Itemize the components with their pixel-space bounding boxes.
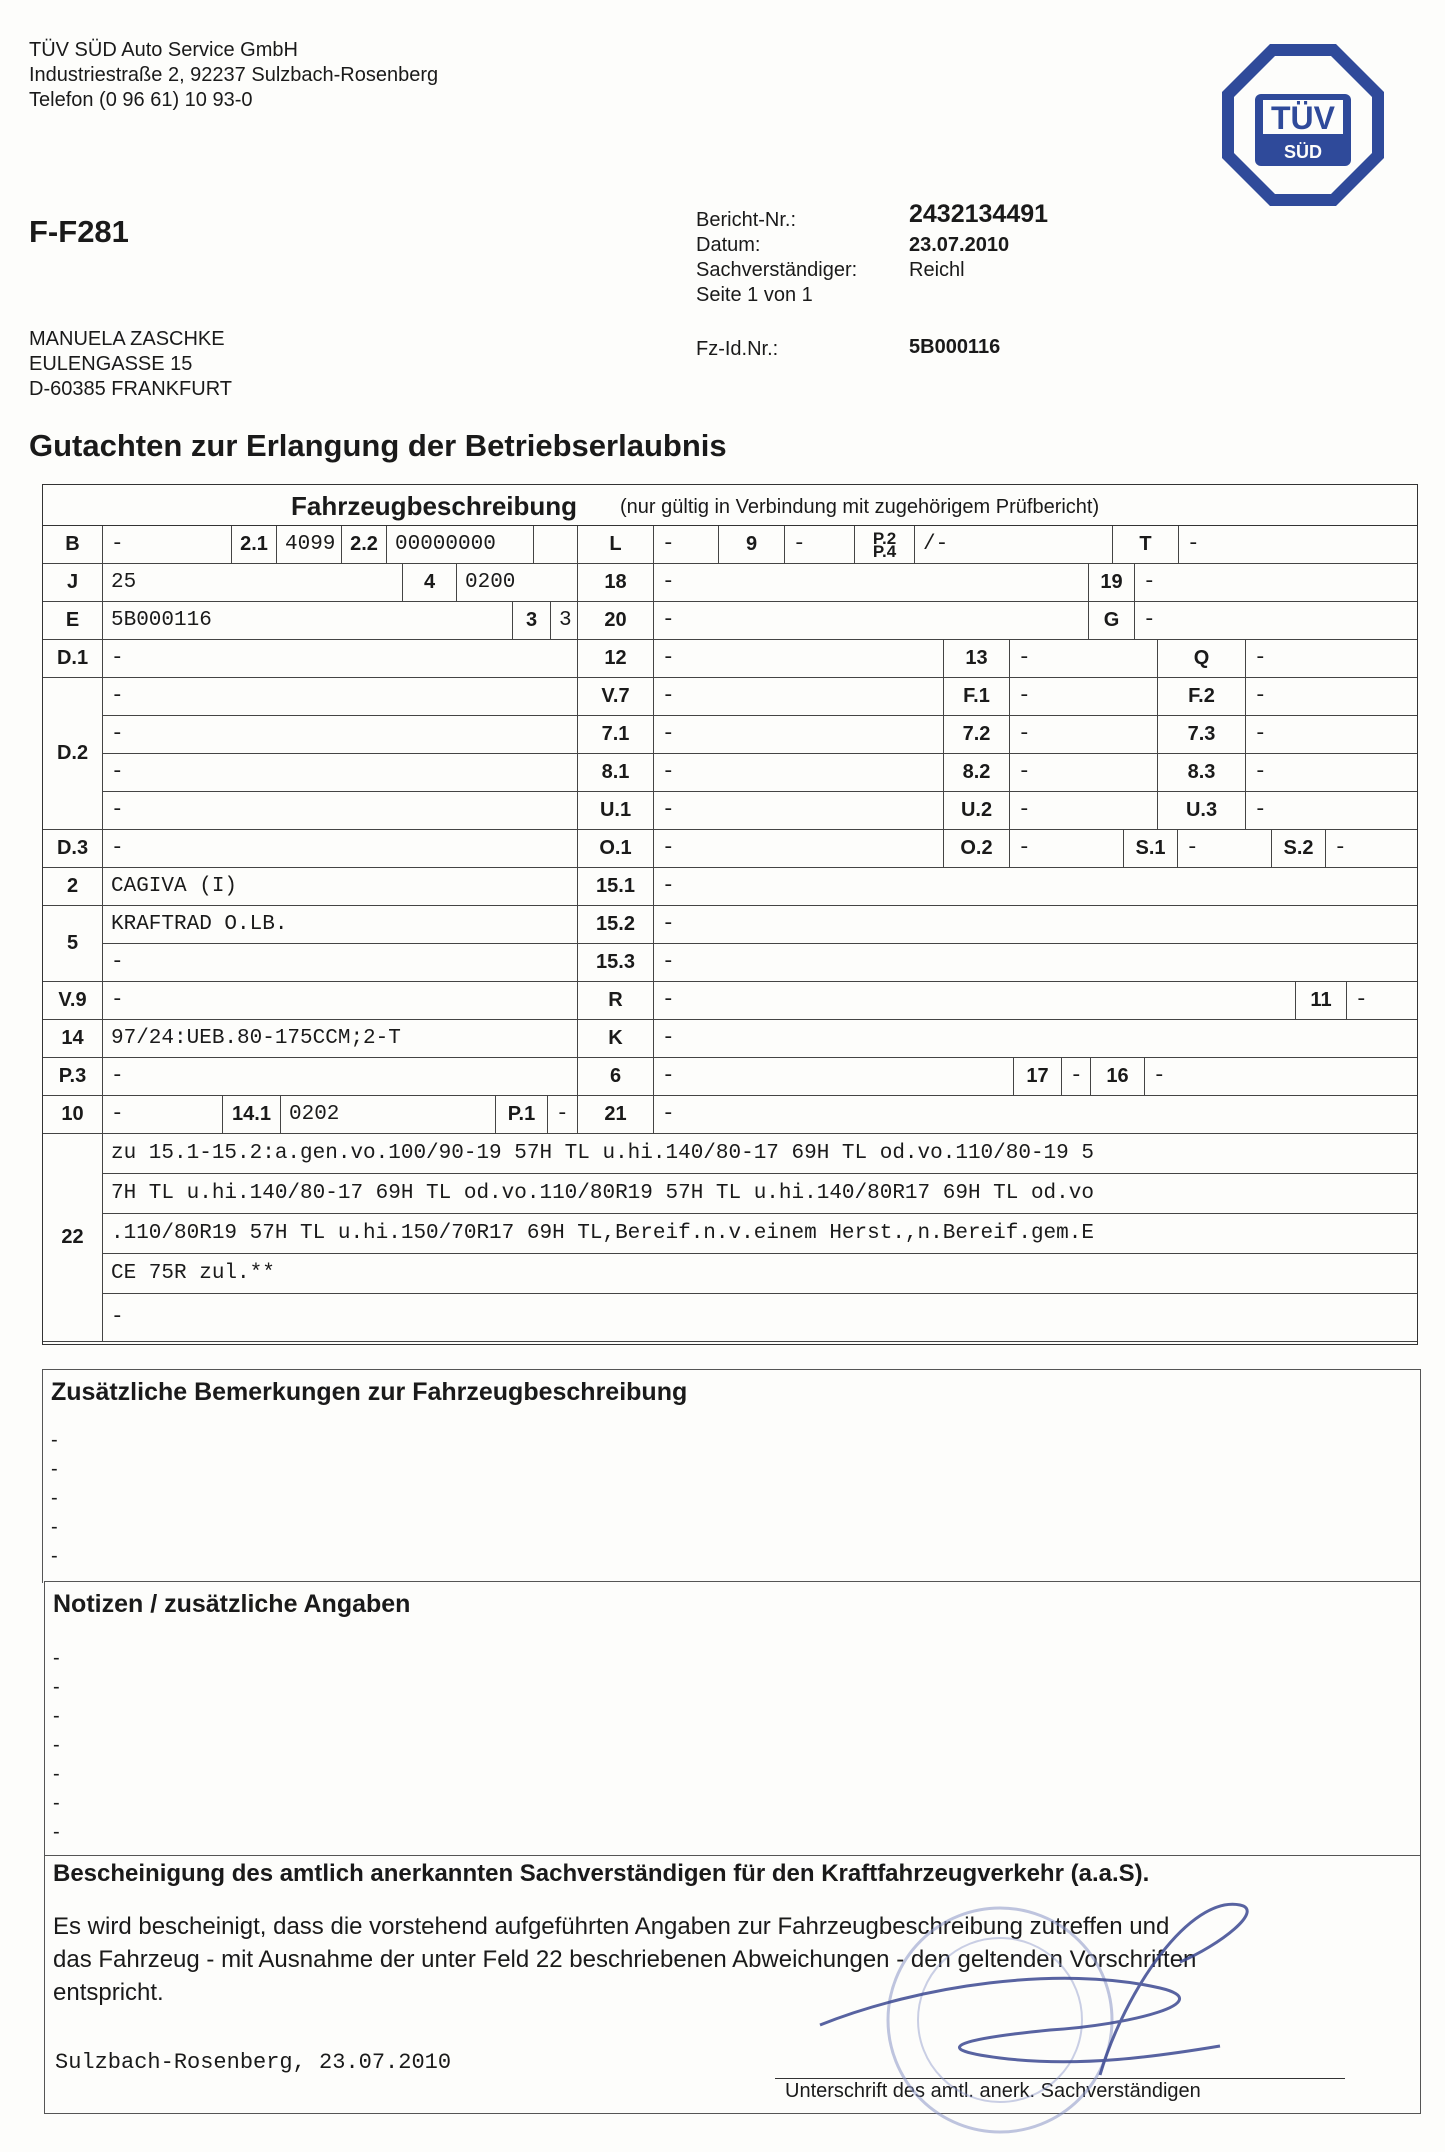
table-cell-c22: 2.2	[342, 526, 387, 564]
table-cell-o1: O.1	[578, 830, 654, 868]
table-cell-r-v: -	[654, 982, 1296, 1020]
table-cell-s2-v: -	[1326, 830, 1417, 868]
table-cell-c22-l2: 7H TL u.hi.140/80-17 69H TL od.vo.110/80R19 57H TL u.hi.140/80R17 69H TL od.vo	[103, 1174, 1417, 1214]
table-cell-j-v: 25	[103, 564, 403, 602]
issuer-name: TÜV SÜD Auto Service GmbH	[29, 39, 298, 61]
table-cell-p3: P.3	[43, 1058, 103, 1096]
table-cell-s2: S.2	[1272, 830, 1326, 868]
place-date: Sulzbach-Rosenberg, 23.07.2010	[55, 2050, 452, 2075]
table-cell-v7: V.7	[578, 678, 654, 716]
table-cell-c19-v: -	[1135, 564, 1417, 602]
table-cell-c11: 11	[1296, 982, 1347, 1020]
table-cell-c6: 6	[578, 1058, 654, 1096]
table-cell-b-v: -	[103, 526, 232, 564]
notes-title: Notizen / zusätzliche Angaben	[53, 1590, 411, 1618]
table-cell-u1-v: -	[654, 792, 944, 830]
table-cell-c2: 2	[43, 868, 103, 906]
table-cell-g-v: -	[1135, 602, 1417, 640]
table-cell-c83: 8.3	[1158, 754, 1246, 792]
certificate-line3: entspricht.	[53, 1979, 164, 2006]
note-line: -	[53, 1676, 60, 1698]
table-cell-c2-v: CAGIVA (I)	[103, 868, 578, 906]
table-cell-c12-v: -	[654, 640, 944, 678]
table-cell-c18-v: -	[654, 564, 1089, 602]
table-cell-c152-v: -	[654, 906, 1417, 944]
remark-line: -	[51, 1516, 58, 1538]
tuv-sud-logo	[1218, 40, 1388, 210]
report-meta-labels	[696, 208, 857, 308]
table-cell-v7-v: -	[654, 678, 944, 716]
fzid-label: Fz-Id.Nr.:	[696, 338, 779, 360]
table-cell-v9: V.9	[43, 982, 103, 1020]
table-caption-row	[43, 485, 1417, 526]
table-cell-d2: D.2	[43, 678, 103, 830]
table-cell-k-v: -	[654, 1020, 1417, 1058]
certificate-line1: Es wird bescheinigt, dass die vorstehend aufgeführten Angaben zur Fahrzeugbeschreibung zutreffen und	[53, 1913, 1170, 1940]
table-cell-c71: 7.1	[578, 716, 654, 754]
table-cell-c16-v: -	[1145, 1058, 1417, 1096]
table-cell-c21-v: 4099	[277, 526, 342, 564]
issuer-block	[29, 38, 438, 113]
table-cell-c13: 13	[944, 640, 1010, 678]
report-nr-label: Bericht-Nr.:	[696, 209, 797, 231]
table-cell-e-v: 5B000116	[103, 602, 513, 640]
table-cell-c19: 19	[1089, 564, 1135, 602]
table-cell-c9: 9	[719, 526, 785, 564]
table-cell-c82: 8.2	[944, 754, 1010, 792]
table-cell-c21b: 21	[578, 1096, 654, 1134]
table-cell-u1: U.1	[578, 792, 654, 830]
form-code: F-F281	[29, 214, 129, 249]
note-line: -	[53, 1705, 60, 1727]
table-cell-c22-v: 00000000	[387, 526, 534, 564]
table-cell-c10: 10	[43, 1096, 103, 1134]
report-date: 23.07.2010	[909, 234, 1010, 256]
table-cell-c141: 14.1	[223, 1096, 281, 1134]
table-cell-c14-v: 97/24:UEB.80-175CCM;2-T	[103, 1020, 578, 1058]
table-cell-b: B	[43, 526, 103, 564]
table-cell-o2: O.2	[944, 830, 1010, 868]
table-cell-e: E	[43, 602, 103, 640]
table-cell-c81: 8.1	[578, 754, 654, 792]
table-cell-c21b-v: -	[654, 1096, 1417, 1134]
table-cell-c3: 3	[513, 602, 551, 640]
logo-bottom-text: SÜD	[1283, 142, 1323, 162]
table-cell-c12: 12	[578, 640, 654, 678]
table-cell-s1: S.1	[1124, 830, 1178, 868]
table-cell-c5: 5	[43, 906, 103, 982]
table-cell-g: G	[1089, 602, 1135, 640]
report-expert-label: Sachverständiger:	[696, 259, 858, 281]
certificate-line2: das Fahrzeug - mit Ausnahme der unter Feld 22 beschriebenen Abweichungen - den geltenden Vorschriften	[53, 1946, 1197, 1973]
table-cell-p24-v: /-	[915, 526, 1113, 564]
table-cell-f2-v: -	[1246, 678, 1417, 716]
table-cell-q: Q	[1158, 640, 1246, 678]
signature-label: Unterschrift des amtl. anerk. Sachverständigen	[785, 2080, 1201, 2102]
table-cell-c71-v: -	[654, 716, 944, 754]
official-stamp-and-signature	[800, 1870, 1360, 2150]
table-cell-c151: 15.1	[578, 868, 654, 906]
table-cell-u3: U.3	[1158, 792, 1246, 830]
report-nr: 2432134491	[909, 200, 1049, 228]
table-cell-c152: 15.2	[578, 906, 654, 944]
table-cell-q-v: -	[1246, 640, 1417, 678]
report-date-label: Datum:	[696, 234, 761, 256]
table-cell-c17: 17	[1014, 1058, 1062, 1096]
table-cell-c22-l1: zu 15.1-15.2:a.gen.vo.100/90-19 57H TL u.hi.140/80-17 69H TL od.vo.110/80-19 5	[103, 1134, 1417, 1174]
issuer-street: Industriestraße 2, 92237 Sulzbach-Rosenberg	[29, 64, 439, 86]
table-cell-p1-v: -	[548, 1096, 578, 1134]
table-cell-c20: 20	[578, 602, 654, 640]
table-cell-c5-v2: -	[103, 944, 578, 982]
certificate-title: Bescheinigung des amtlich anerkannten Sachverständigen für den Kraftfahrzeugverkehr (a.a.S).	[53, 1860, 1150, 1887]
table-grid	[43, 526, 1417, 1344]
remarks-lines	[51, 1426, 58, 1571]
table-cell-l: L	[578, 526, 654, 564]
table-cell-c10-v: -	[103, 1096, 223, 1134]
table-cell-f1: F.1	[944, 678, 1010, 716]
table-cell-c9-v: -	[785, 526, 855, 564]
table-cell-u2-v: -	[1010, 792, 1158, 830]
table-cell-f2: F.2	[1158, 678, 1246, 716]
table-cell-d2-v4: -	[103, 792, 578, 830]
fzid-value: 5B000116	[909, 336, 1001, 358]
table-cell-c3-v: 3	[551, 602, 578, 640]
table-caption-note: (nur gültig in Verbindung mit zugehörigem Prüfbericht)	[620, 496, 1100, 518]
table-cell-d1: D.1	[43, 640, 103, 678]
notes-lines	[53, 1644, 60, 1847]
table-cell-v9-v: -	[103, 982, 578, 1020]
document-title: Gutachten zur Erlangung der Betriebserlaubnis	[29, 428, 727, 463]
table-cell-c153-v: -	[654, 944, 1417, 982]
table-cell-u2: U.2	[944, 792, 1010, 830]
table-cell-k: K	[578, 1020, 654, 1058]
table-cell-c72: 7.2	[944, 716, 1010, 754]
table-cell-t: T	[1113, 526, 1179, 564]
remark-line: -	[51, 1429, 58, 1451]
table-cell-s1-v: -	[1178, 830, 1272, 868]
table-cell-p24: P.2 P.4	[855, 526, 915, 564]
table-cell-c82-v: -	[1010, 754, 1158, 792]
table-cell-d1-v: -	[103, 640, 578, 678]
table-cell-c72-v: -	[1010, 716, 1158, 754]
recipient-line3: D-60385 FRANKFURT	[29, 378, 233, 400]
table-cell-empty	[534, 526, 578, 564]
table-cell-u3-v: -	[1246, 792, 1417, 830]
report-expert: Reichl	[909, 259, 965, 281]
remark-line: -	[51, 1545, 58, 1567]
table-cell-p1: P.1	[496, 1096, 548, 1134]
recipient-line2: EULENGASSE 15	[29, 353, 193, 375]
table-cell-c151-v: -	[654, 868, 1417, 906]
table-cell-p3-v: -	[103, 1058, 578, 1096]
issuer-phone: Telefon (0 96 61) 10 93-0	[29, 89, 253, 111]
table-cell-o2-v: -	[1010, 830, 1124, 868]
table-cell-d3: D.3	[43, 830, 103, 868]
remark-line: -	[51, 1487, 58, 1509]
note-line: -	[53, 1734, 60, 1756]
table-cell-c153: 15.3	[578, 944, 654, 982]
note-line: -	[53, 1792, 60, 1814]
table-cell-t-v: -	[1179, 526, 1417, 564]
table-cell-c18: 18	[578, 564, 654, 602]
table-cell-c22-l5: -	[103, 1294, 1417, 1342]
note-line: -	[53, 1821, 60, 1843]
logo-top-text: TÜV	[1271, 100, 1335, 136]
table-cell-r: R	[578, 982, 654, 1020]
table-cell-c4: 4	[403, 564, 457, 602]
remarks-title: Zusätzliche Bemerkungen zur Fahrzeugbeschreibung	[51, 1378, 688, 1406]
table-cell-l-v: -	[654, 526, 719, 564]
remarks-box	[42, 1369, 1421, 1583]
report-page: Seite 1 von 1	[696, 284, 813, 306]
table-cell-f1-v: -	[1010, 678, 1158, 716]
table-cell-c83-v: -	[1246, 754, 1417, 792]
table-cell-c141-v: 0202	[281, 1096, 496, 1134]
table-caption: Fahrzeugbeschreibung	[291, 491, 578, 521]
table-cell-o1-v: -	[654, 830, 944, 868]
table-cell-c13-v: -	[1010, 640, 1158, 678]
table-cell-c22b: 22	[43, 1134, 103, 1342]
table-cell-c17-v: -	[1062, 1058, 1091, 1096]
table-cell-c20-v: -	[654, 602, 1089, 640]
table-cell-c21: 2.1	[232, 526, 277, 564]
table-cell-c14: 14	[43, 1020, 103, 1058]
note-line: -	[53, 1647, 60, 1669]
table-cell-d2-v3: -	[103, 754, 578, 792]
recipient-line1: MANUELA ZASCHKE	[29, 328, 225, 350]
table-cell-c22-l4: CE 75R zul.**	[103, 1254, 1417, 1294]
table-cell-j: J	[43, 564, 103, 602]
table-cell-c5-v1: KRAFTRAD O.LB.	[103, 906, 578, 944]
table-cell-d3-v: -	[103, 830, 578, 868]
table-cell-c16: 16	[1091, 1058, 1145, 1096]
table-cell-c6-v: -	[654, 1058, 1014, 1096]
table-cell-c73-v: -	[1246, 716, 1417, 754]
table-cell-c4-v: 0200	[457, 564, 578, 602]
table-cell-c81-v: -	[654, 754, 944, 792]
table-cell-d2-v1: -	[103, 678, 578, 716]
notes-box	[44, 1581, 1421, 1856]
vehicle-description-table	[42, 484, 1418, 1345]
table-cell-c73: 7.3	[1158, 716, 1246, 754]
recipient-address	[29, 327, 232, 402]
remark-line: -	[51, 1458, 58, 1480]
note-line: -	[53, 1763, 60, 1785]
table-cell-c22-l3: .110/80R19 57H TL u.hi.150/70R17 69H TL,Bereif.n.v.einem Herst.,n.Bereif.gem.E	[103, 1214, 1417, 1254]
table-cell-c11-v: -	[1347, 982, 1417, 1020]
table-cell-d2-v2: -	[103, 716, 578, 754]
